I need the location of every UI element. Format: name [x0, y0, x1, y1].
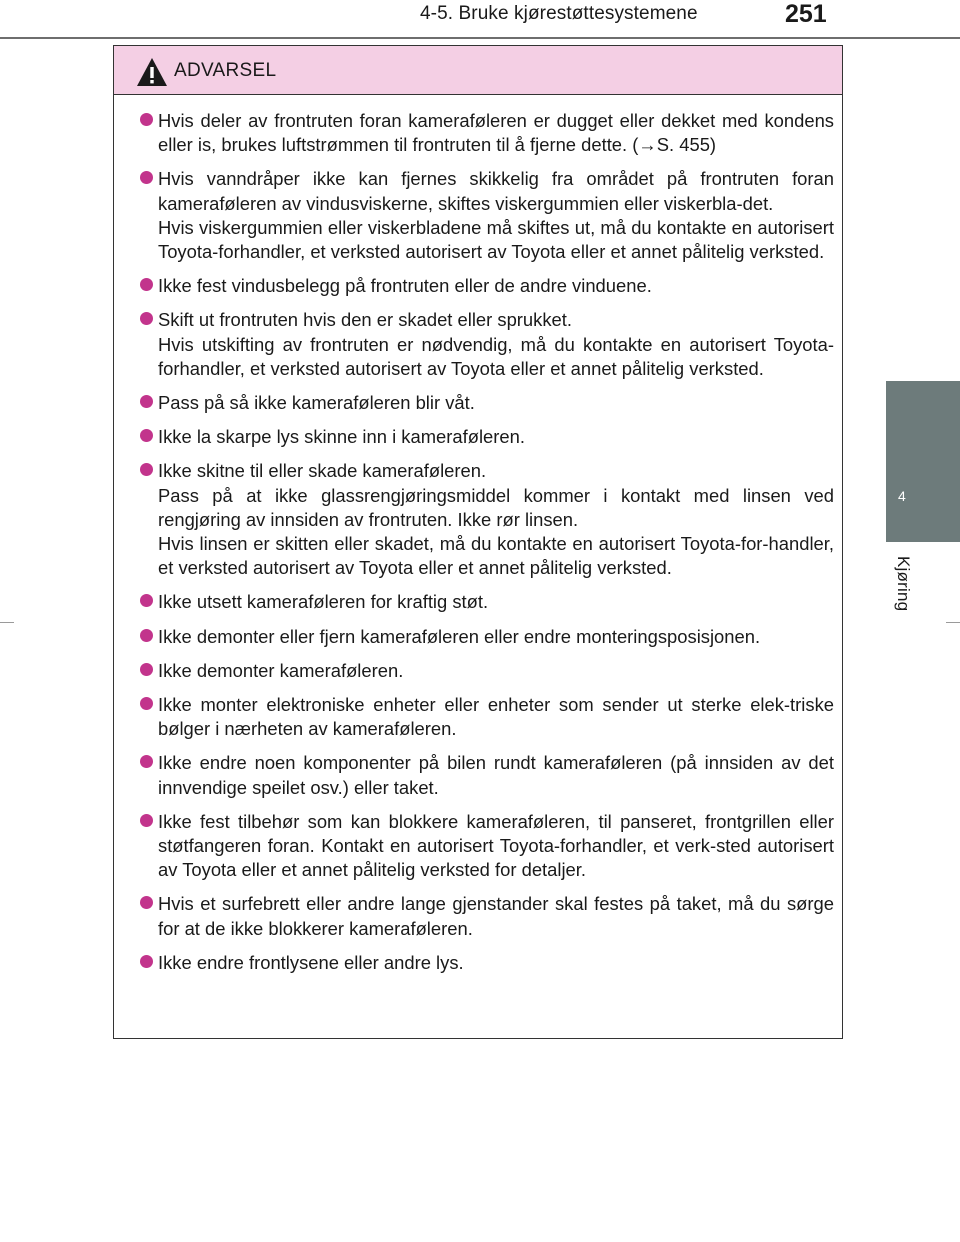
- bullet-icon: [140, 590, 158, 603]
- warning-item-paragraph: Ikke skitne til eller skade kameraføleren.: [158, 460, 487, 482]
- warning-item-paragraph: Hvis linsen er skitten eller skadet, må du kontakte en autorisert Toyota-for-handler, et verksted autorisert av Toyota eller et annet pålitelig verksted.: [158, 533, 834, 579]
- warning-item: [140, 459, 834, 580]
- warning-item-paragraph: Pass på så ikke kameraføleren blir våt.: [158, 392, 475, 414]
- warning-item-paragraph: Hvis vanndråper ikke kan fjernes skikkelig fra området på frontruten foran kameraføleren av vindusviskerne, skiftes viskergummien eller viskerbla-det.: [158, 168, 834, 214]
- warning-item-paragraph: Ikke fest vindusbelegg på frontruten eller de andre vinduene.: [158, 275, 652, 297]
- warning-item-paragraph: Ikke demonter eller fjern kameraføleren eller endre monteringsposisjonen.: [158, 625, 761, 647]
- warning-item: [140, 274, 834, 298]
- warning-item-text: [158, 693, 834, 741]
- warning-item: [140, 109, 834, 157]
- warning-item: [140, 308, 834, 381]
- warning-item-paragraph: Hvis et surfebrett eller andre lange gjenstander skal festes på taket, må du sørge for at de ikke blokkerer kameraføleren.: [158, 893, 834, 939]
- warning-item-paragraph: Ikke demonter kameraføleren.: [158, 659, 404, 681]
- warning-item-text: [158, 659, 834, 683]
- warning-title: ADVARSEL: [174, 60, 277, 81]
- warning-item-paragraph: Ikke endre noen komponenter på bilen rundt kameraføleren (på innsiden av det innvendige speilet osv.) eller taket.: [158, 752, 834, 798]
- warning-item-paragraph: Skift ut frontruten hvis den er skadet eller sprukket.: [158, 309, 572, 331]
- warning-item: [140, 693, 834, 741]
- warning-item-paragraph: Hvis viskergummien eller viskerbladene må skiftes ut, må du kontakte en autorisert Toyota-forhandler, et verksted autorisert av Toyota eller et annet pålitelig verksted.: [158, 216, 834, 263]
- bullet-icon: [140, 459, 158, 472]
- bullet-icon: [140, 751, 158, 764]
- warning-item-text: [158, 459, 834, 580]
- warning-item-text: [158, 590, 834, 614]
- section-title: 4-5. Bruke kjørestøttesystemene: [420, 3, 698, 24]
- warning-item-paragraph: Ikke utsett kameraføleren for kraftig støt.: [158, 591, 489, 613]
- warning-item: [140, 425, 834, 449]
- chapter-tab: [886, 381, 960, 542]
- warning-item-text: [158, 391, 834, 415]
- warning-item: [140, 590, 834, 614]
- warning-item-text: [158, 751, 834, 799]
- warning-header: [114, 46, 842, 95]
- warning-item: [140, 810, 834, 883]
- bullet-icon: [140, 425, 158, 438]
- warning-item-text: [158, 425, 834, 449]
- warning-item-text: [158, 109, 834, 157]
- warning-item-paragraph: Ikke la skarpe lys skinne inn i kameraføleren.: [158, 426, 525, 448]
- warning-item: [140, 625, 834, 649]
- warning-item-text: [158, 274, 834, 298]
- bullet-icon: [140, 274, 158, 287]
- bullet-icon: [140, 109, 158, 122]
- warning-item-text: [158, 892, 834, 940]
- warning-triangle-icon: [136, 57, 168, 87]
- bullet-icon: [140, 167, 158, 180]
- bullet-icon: [140, 951, 158, 964]
- warning-item-paragraph: Ikke monter elektroniske enheter eller enheter som sender ut sterke elek-triske bølger i nærheten av kameraføleren.: [158, 694, 834, 740]
- header-divider: [0, 37, 960, 39]
- warning-item-text: [158, 167, 834, 264]
- warning-item: [140, 167, 834, 264]
- warning-item-text: [158, 810, 834, 883]
- crop-mark-right: [946, 622, 960, 623]
- warning-item-paragraph: Ikke fest tilbehør som kan blokkere kameraføleren, til panseret, frontgrillen eller støtfangeren foran. Kontakt en autorisert Toyota-forhandler, et verk-sted autorisert av Toyota eller et annet pålitelig verksted for detaljer.: [158, 810, 834, 881]
- bullet-icon: [140, 693, 158, 706]
- warning-item-paragraph: Hvis deler av frontruten foran kameraføleren er dugget eller dekket med kondens eller is, brukes luftstrømmen til frontruten til å fjerne dette. (→S. 455): [158, 110, 834, 156]
- page-number: 251: [785, 0, 827, 28]
- chapter-tab-label: Kjøring: [894, 556, 913, 612]
- warning-item-paragraph: Pass på at ikke glassrengjøringsmiddel kommer i kontakt med linsen ved rengjøring av innsiden av frontruten. Ikke rør linsen.: [158, 484, 834, 530]
- warning-item: [140, 951, 834, 975]
- bullet-icon: [140, 625, 158, 638]
- bullet-icon: [140, 810, 158, 823]
- warning-item: [140, 659, 834, 683]
- crop-mark-left: [0, 622, 14, 623]
- bullet-icon: [140, 892, 158, 905]
- warning-item-paragraph: Hvis utskifting av frontruten er nødvendig, må du kontakte en autorisert Toyota-forhandler, et verksted autorisert av Toyota eller et annet pålitelig verksted.: [158, 333, 834, 379]
- warning-item: [140, 391, 834, 415]
- bullet-icon: [140, 391, 158, 404]
- bullet-icon: [140, 659, 158, 672]
- warning-item-paragraph: Ikke endre frontlysene eller andre lys.: [158, 951, 464, 973]
- warning-item-text: [158, 625, 834, 649]
- warning-item-text: [158, 308, 834, 381]
- bullet-icon: [140, 308, 158, 321]
- warning-item: [140, 751, 834, 799]
- warning-item: [140, 892, 834, 940]
- warning-item-text: [158, 951, 834, 975]
- chapter-tab-number: 4: [898, 488, 906, 504]
- warning-box: [113, 45, 843, 1039]
- warning-list: [114, 95, 842, 975]
